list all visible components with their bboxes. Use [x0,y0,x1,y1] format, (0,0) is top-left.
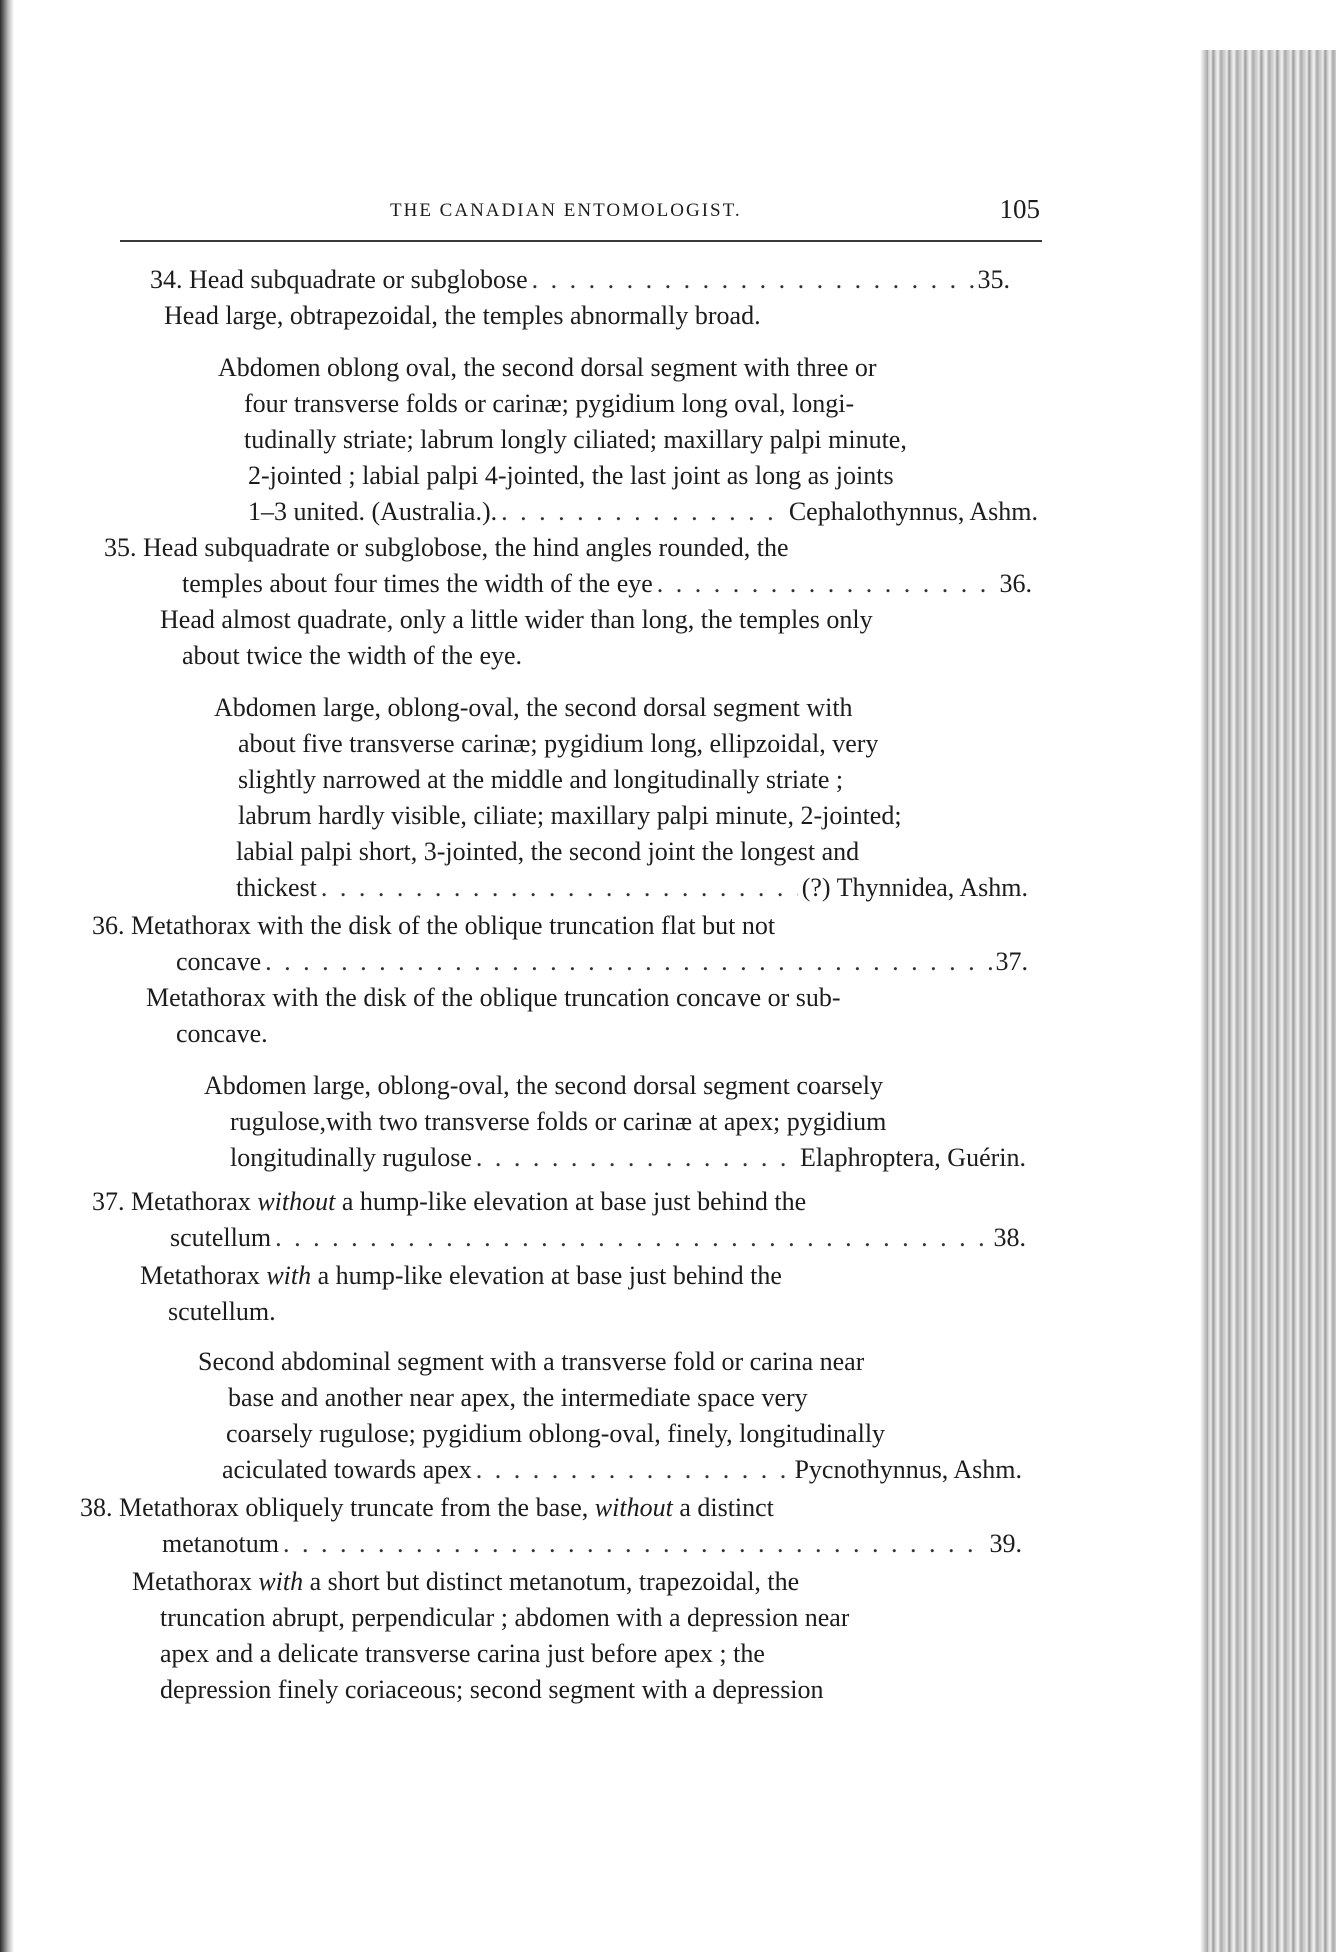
text-line: labial palpi short, 3-jointed, the second joint the longest and [236,837,860,866]
text-line: concave. [176,1019,268,1048]
text-line: 37. Metathorax without a hump-like elevation at base just behind the [92,1187,807,1216]
text-line: 36. Metathorax with the disk of the oblique truncation flat but not [92,911,776,940]
text-line: Abdomen large, oblong-oval, the second dorsal segment coarsely [204,1071,883,1100]
book-page-edges [1208,50,1336,1952]
text-line: truncation abrupt, perpendicular ; abdomen with a depression near [160,1603,850,1632]
text-line: Abdomen oblong oval, the second dorsal segment with three or [218,353,877,382]
text-line: four transverse folds or carinæ; pygidium long oval, longi- [244,389,855,418]
text-line: Metathorax with a hump-like elevation at base just behind the [140,1261,782,1290]
text-line: Abdomen large, oblong-oval, the second dorsal segment with [214,693,853,722]
page-number: 105 [999,194,1040,224]
text-line: depression finely coriaceous; second segment with a depression [160,1675,824,1704]
text-line: thickest . . . (?) Thynnidea, Ashm. [236,870,1028,906]
text-line: apex and a delicate transverse carina just before apex ; the [160,1639,765,1668]
text-line: temples about four times the width of the eye . . . 36. [182,566,1032,602]
text-line: about twice the width of the eye. [182,641,523,670]
text-line: 2-jointed ; labial palpi 4-jointed, the last joint as long as joints [248,461,894,490]
text-line: Head large, obtrapezoidal, the temples abnormally broad. [164,301,761,330]
text-line: rugulose,with two transverse folds or carinæ at apex; pygidium [230,1107,887,1136]
text-line: metanotum . . . 39. [162,1526,1022,1562]
text-line: 1–3 united. (Australia.). . . . Cephalothynnus, Ashm. [248,494,1038,530]
text-line: Second abdominal segment with a transverse fold or carina near [198,1347,865,1376]
text-line: longitudinally rugulose . . . Elaphroptera, Guérin. [230,1140,1026,1176]
text-line: base and another near apex, the intermediate space very [228,1383,808,1412]
text-line: Metathorax with the disk of the oblique truncation concave or sub- [146,983,841,1012]
text-line: 35. Head subquadrate or subglobose, the hind angles rounded, the [104,533,789,562]
text-line: scutellum. [168,1297,276,1326]
text-line: coarsely rugulose; pygidium oblong-oval, finely, longitudinally [226,1419,886,1448]
text-line: about five transverse carinæ; pygidium long, ellipzoidal, very [238,729,879,758]
text-line: scutellum . . . 38. [170,1220,1026,1256]
page-header [120,194,1040,234]
text-line: concave . . . 37. [176,944,1028,980]
text-line: aciculated towards apex . . . Pycnothynnus, Ashm. [222,1452,1022,1488]
text-line: 34. Head subquadrate or subglobose . . . 35. [150,262,1010,298]
header-rule [120,240,1042,242]
text-line: tudinally striate; labrum longly ciliated; maxillary palpi minute, [244,425,907,454]
running-head: THE CANADIAN ENTOMOLOGIST. [390,200,742,221]
text-line: slightly narrowed at the middle and longitudinally striate ; [238,765,844,794]
text-line: Head almost quadrate, only a little wider than long, the temples only [160,605,873,634]
text-line: 38. Metathorax obliquely truncate from the base, without a distinct [80,1493,774,1522]
text-line: Metathorax with a short but distinct metanotum, trapezoidal, the [132,1567,800,1596]
scan-shadow [0,0,14,1952]
text-line: labrum hardly visible, ciliate; maxillary palpi minute, 2-jointed; [238,801,902,830]
